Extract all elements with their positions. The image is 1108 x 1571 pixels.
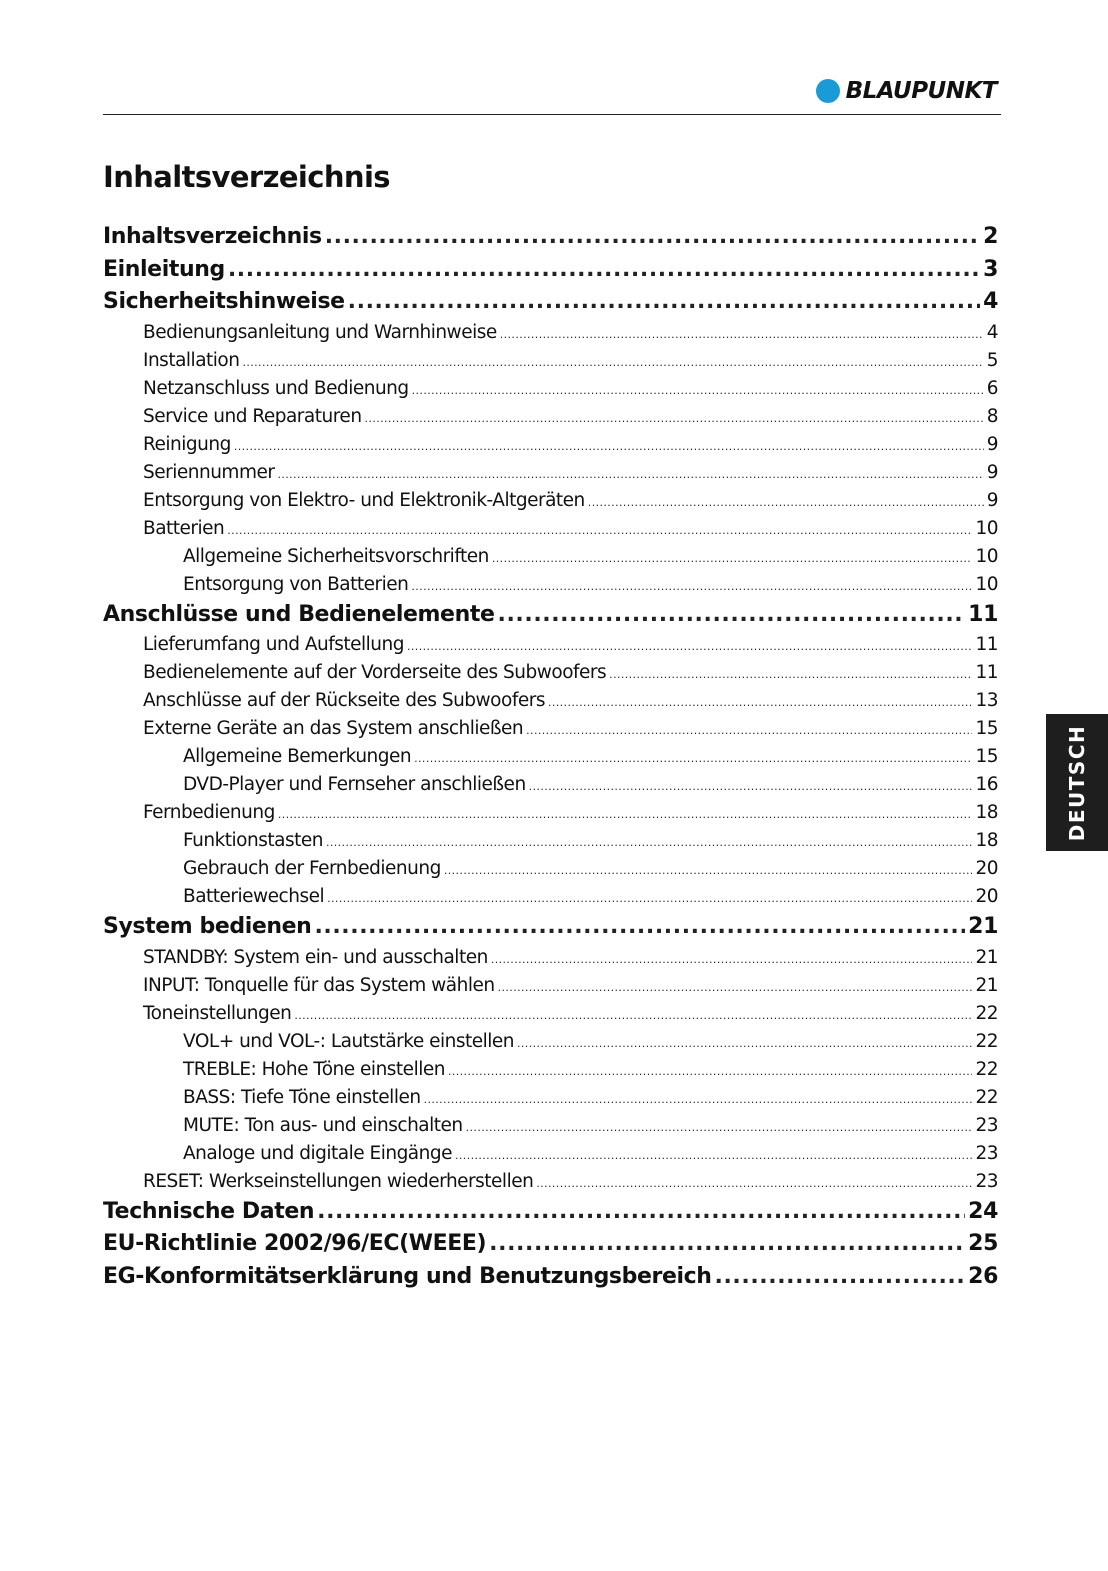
brand-logo (816, 78, 997, 104)
toc-entry-title: Seriennummer (143, 461, 275, 483)
dot-leader (526, 717, 972, 745)
toc-entry[interactable] (103, 771, 998, 799)
toc-entry[interactable] (103, 631, 998, 659)
toc-entry-page: 11 (975, 634, 998, 655)
dot-leader (609, 661, 972, 689)
dot-leader (448, 1058, 972, 1086)
dot-leader (492, 545, 973, 573)
toc-entry[interactable] (103, 403, 998, 431)
toc-entry[interactable] (103, 743, 998, 771)
toc-entry-page: 11 (975, 662, 998, 683)
toc-entry-title: STANDBY: System ein- und ausschalten (143, 946, 488, 968)
dot-leader (489, 1228, 965, 1261)
toc-entry-title: Inhaltsverzeichnis (103, 224, 322, 249)
dot-leader (411, 573, 972, 601)
toc-entry-title: VOL+ und VOL-: Lautstärke einstellen (183, 1030, 514, 1052)
toc-entry-title: Bedienelemente auf der Vorderseite des Subwoofers (143, 662, 607, 683)
toc-entry[interactable] (103, 715, 998, 743)
toc-entry-title: INPUT: Tonquelle für das System wählen (143, 974, 495, 996)
toc-entry-page: 22 (975, 1002, 998, 1024)
toc-entry-page: 9 (986, 461, 998, 483)
dot-leader (294, 1002, 972, 1030)
dot-leader (278, 801, 973, 829)
dot-leader (491, 946, 973, 974)
toc-entry-page: 9 (986, 489, 998, 511)
toc-entry-page: 23 (975, 1114, 998, 1136)
toc-entry-title: Technische Daten (103, 1198, 315, 1224)
toc-entry-page: 23 (975, 1142, 998, 1164)
toc-entry-title: Anschlüsse und Bedienelemente (103, 601, 495, 627)
brand-dot-icon (816, 79, 840, 103)
toc-entry-title: Funktionstasten (183, 830, 323, 851)
toc-entry-page: 8 (986, 405, 998, 427)
toc-entry-page: 21 (968, 914, 998, 939)
toc-entry-page: 22 (975, 1086, 998, 1108)
toc-entry-title: Externe Geräte an das System anschließen (143, 718, 524, 739)
toc-entry[interactable] (103, 571, 998, 599)
toc-entry[interactable] (103, 1196, 998, 1229)
toc-entry-page: 10 (975, 517, 998, 539)
toc-entry-page: 5 (986, 349, 998, 371)
dot-leader (517, 1030, 972, 1058)
toc-entry-title: Bedienungsanleitung und Warnhinweise (143, 321, 497, 343)
toc-entry-title: Allgemeine Bemerkungen (183, 746, 412, 767)
toc-entry-page: 9 (986, 433, 998, 455)
toc-entry-title: Allgemeine Sicherheitsvorschriften (183, 545, 489, 567)
dot-leader (536, 1170, 972, 1198)
toc-entry[interactable] (103, 375, 998, 403)
dot-leader (348, 286, 980, 319)
toc-entry[interactable] (103, 1140, 998, 1168)
dot-leader (242, 349, 983, 377)
toc-entry[interactable] (103, 944, 998, 972)
dot-leader (466, 1114, 973, 1142)
dot-leader (497, 599, 965, 632)
dot-leader (414, 745, 972, 773)
toc-entry-title: RESET: Werkseinstellungen wiederherstellen (143, 1170, 534, 1192)
toc-entry-page: 18 (975, 830, 998, 851)
toc-entry-title: Installation (143, 349, 240, 371)
toc-entry-title: Gebrauch der Fernbedienung (183, 858, 441, 879)
toc-entry[interactable] (103, 1056, 998, 1084)
dot-leader (588, 489, 984, 517)
dot-leader (277, 461, 983, 489)
dot-leader (500, 321, 984, 349)
toc-entry-title: Analoge und digitale Eingänge (183, 1142, 452, 1164)
toc-entry[interactable] (103, 347, 998, 375)
toc-entry[interactable] (103, 487, 998, 515)
dot-leader (444, 857, 973, 885)
dot-leader (529, 773, 973, 801)
toc-entry[interactable] (103, 286, 998, 319)
toc-entry[interactable] (103, 1028, 998, 1056)
toc-entry-title: EG-Konformitätserklärung und Benutzungsbereich (103, 1263, 712, 1289)
toc-entry-page: 18 (975, 802, 998, 823)
toc-entry[interactable] (103, 799, 998, 827)
toc-entry[interactable] (103, 827, 998, 855)
toc-entry-page: 15 (975, 718, 998, 739)
dot-leader (234, 433, 984, 461)
toc-entry[interactable] (103, 221, 998, 254)
toc-entry-title: Entsorgung von Batterien (183, 573, 409, 595)
dot-leader (455, 1142, 972, 1170)
toc-entry[interactable] (103, 1112, 998, 1140)
dot-leader (715, 1261, 966, 1294)
toc-entry-title: Einleitung (103, 256, 225, 282)
dot-leader (365, 405, 984, 433)
toc-entry-page: 11 (968, 601, 998, 627)
toc-entry-page: 2 (983, 224, 998, 249)
dot-leader (317, 1196, 965, 1229)
toc-entry-title: Lieferumfang und Aufstellung (143, 634, 404, 655)
brand-name: BLAUPUNKT (845, 78, 997, 104)
dot-leader (325, 221, 980, 254)
toc-entry-page: 26 (968, 1263, 998, 1289)
toc-entry[interactable] (103, 319, 998, 347)
toc-entry[interactable] (103, 543, 998, 571)
dot-leader (498, 974, 973, 1002)
toc-entry-title: Toneinstellungen (143, 1002, 292, 1024)
toc-entry[interactable] (103, 1168, 998, 1196)
toc-entry-title: Batterien (143, 517, 225, 539)
toc-entry-title: EU-Richtlinie 2002/96/EC(WEEE) (103, 1231, 487, 1256)
toc-entry-page: 4 (986, 321, 998, 343)
dot-leader (327, 885, 972, 913)
toc-entry-title: TREBLE: Hohe Töne einstellen (183, 1058, 445, 1080)
toc-entry[interactable] (103, 254, 998, 287)
toc-entry-page: 16 (975, 774, 998, 795)
toc-entry-title: Service und Reparaturen (143, 405, 362, 427)
page-header (103, 74, 1001, 115)
toc-entry-page: 25 (968, 1231, 998, 1256)
toc-entry[interactable] (103, 1261, 998, 1294)
toc-entry-page: 6 (986, 377, 998, 399)
toc-entry[interactable] (103, 687, 998, 715)
dot-leader (228, 254, 980, 287)
toc-entry[interactable] (103, 1084, 998, 1112)
toc-entry[interactable] (103, 515, 998, 543)
toc-entry-title: Netzanschluss und Bedienung (143, 377, 409, 399)
toc-entry-title: Fernbedienung (143, 802, 275, 823)
toc-entry[interactable] (103, 459, 998, 487)
toc-entry-page: 4 (983, 289, 998, 314)
dot-leader (227, 517, 972, 545)
toc-entry[interactable] (103, 599, 998, 632)
toc-entry[interactable] (103, 855, 998, 883)
toc-entry-page: 3 (983, 256, 998, 282)
toc-entry-page: 15 (975, 746, 998, 767)
toc-entry[interactable] (103, 1228, 998, 1261)
toc-entry-title: Batteriewechsel (183, 886, 325, 907)
toc-entry[interactable] (103, 431, 998, 459)
toc-entry-page: 24 (968, 1198, 998, 1224)
table-of-contents (103, 221, 998, 1293)
toc-entry-title: MUTE: Ton aus- und einschalten (183, 1114, 463, 1136)
toc-entry-page: 10 (975, 545, 998, 567)
dot-leader (407, 633, 972, 661)
dot-leader (326, 829, 972, 857)
toc-entry-page: 22 (975, 1058, 998, 1080)
toc-entry-page: 20 (975, 858, 998, 879)
dot-leader (548, 689, 972, 717)
toc-entry-page: 23 (975, 1170, 998, 1192)
toc-entry[interactable] (103, 883, 998, 911)
language-tab (1046, 714, 1108, 851)
toc-entry[interactable] (103, 911, 998, 944)
toc-entry-title: BASS: Tiefe Töne einstellen (183, 1086, 421, 1108)
toc-entry-title: Reinigung (143, 433, 231, 455)
toc-entry-page: 13 (975, 690, 998, 711)
toc-entry[interactable] (103, 1000, 998, 1028)
toc-entry-title: Sicherheitshinweise (103, 289, 345, 314)
page-title: Inhaltsverzeichnis (103, 160, 390, 194)
toc-entry-page: 20 (975, 886, 998, 907)
toc-entry[interactable] (103, 659, 998, 687)
toc-entry-page: 21 (975, 946, 998, 968)
toc-entry-page: 22 (975, 1030, 998, 1052)
toc-entry-title: System bedienen (103, 914, 312, 939)
toc-entry-page: 10 (975, 573, 998, 595)
toc-entry-page: 21 (975, 974, 998, 996)
dot-leader (424, 1086, 973, 1114)
dot-leader (314, 911, 965, 944)
toc-entry-title: Entsorgung von Elektro- und Elektronik-Altgeräten (143, 489, 585, 511)
dot-leader (412, 377, 984, 405)
toc-entry-title: DVD-Player und Fernseher anschließen (183, 774, 526, 795)
toc-entry[interactable] (103, 972, 998, 1000)
toc-entry-title: Anschlüsse auf der Rückseite des Subwoofers (143, 690, 545, 711)
language-tab-label: DEUTSCH (1065, 724, 1089, 841)
